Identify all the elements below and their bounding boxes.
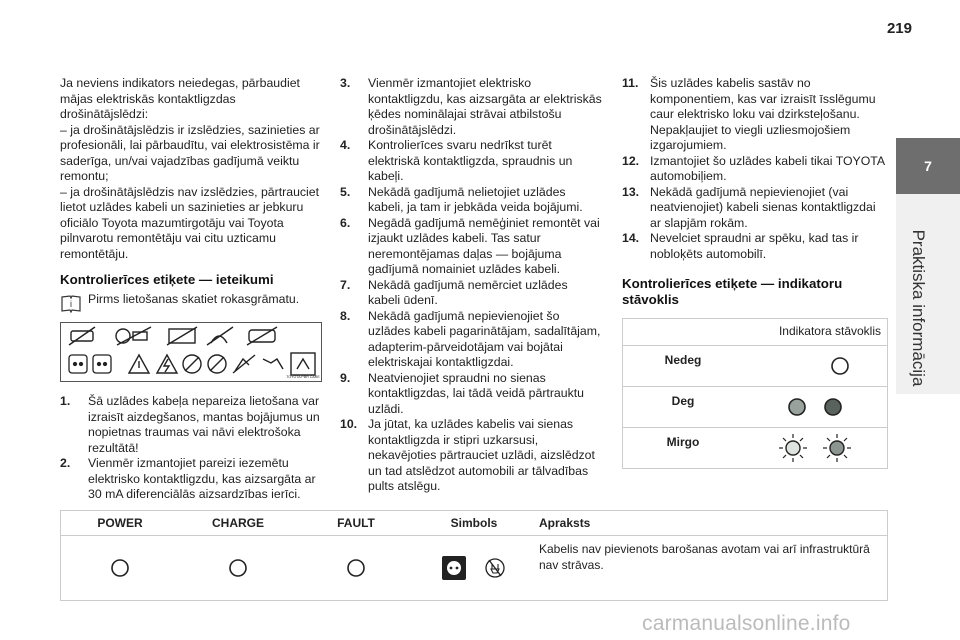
no-stepping-icon	[263, 359, 283, 369]
status-row-off	[623, 345, 887, 386]
header-charge: CHARGE	[211, 516, 264, 530]
led-on-light-icon	[786, 396, 808, 418]
column-1	[60, 76, 322, 503]
status-label-on: Deg	[671, 394, 695, 409]
list-item: 5. Nekādā gadījumā nelietojiet uzlādes kabeli, ja tam ir jebkāda veida bojājumi.	[340, 184, 583, 214]
socket-icon	[441, 555, 467, 581]
manual-note-text: Pirms lietošanas skatiet rokasgrāmatu.	[88, 292, 300, 306]
watermark: carmanualsonline.info	[642, 612, 851, 635]
list-items-11-14	[622, 76, 886, 262]
led-on-dark-icon	[822, 396, 844, 418]
status-label-blink: Mirgo	[666, 435, 700, 450]
manual-note	[60, 292, 322, 314]
charge-led-off-icon	[227, 557, 249, 579]
no-power-icon	[483, 556, 507, 580]
header-symbol: Simbols	[450, 516, 498, 530]
led-off-icon	[829, 355, 851, 377]
list-item: 1. Šā uzlādes kabeļa nepareiza lietošana var izraisīt aizdegšanos, mantas bojājumus un nopietnas traumas vai nāvi elektrošoka rezultātā!	[60, 394, 320, 455]
list-item: 3. Vienmēr izmantojiet elektrisko kontaktligzdu, kas aizsargāta ar elektriskās ķēdes nominālajai strāvai atbilstošu drošinātājslēdzi.	[340, 76, 602, 137]
side-bar	[896, 194, 960, 394]
page-number: 219	[886, 20, 912, 37]
no-fire-icon	[183, 355, 201, 373]
list-item: 12. Izmantojiet šo uzlādes kabeli tikai TOYOTA automobiļiem.	[622, 153, 885, 183]
column-2	[340, 76, 602, 495]
fault-led-off-icon	[345, 557, 367, 579]
list-item: 13. Nekādā gadījumā nepievienojiet (vai neatvienojiet) kabeli sienas kontaktligzdai ar slapjām rokām.	[622, 184, 876, 230]
heading-recommendations: Kontrolierīces etiķete — ieteikumi	[60, 272, 274, 287]
status-row-blink	[623, 427, 887, 468]
svg-text:i: i	[70, 299, 72, 309]
indicator-meaning-table	[60, 510, 888, 601]
status-row-on	[623, 386, 887, 427]
list-item: 4. Kontrolierīces svaru nedrīkst turēt elektriskā kontaktligzda, spraudnis un kabeļi.	[340, 138, 573, 183]
toyota-care-caption: TOYOTA PBR CARE	[286, 375, 320, 379]
breaker-socket-icon	[93, 355, 111, 373]
chapter-title: Praktiska informācija	[909, 229, 928, 387]
chapter-tab[interactable]: 7	[896, 138, 960, 194]
list-item: 14. Nevelciet spraudni ar spēku, kad tas ir nobloķēts automobilī.	[622, 231, 859, 261]
list-item: 11. Šis uzlādes kabelis sastāv no komponentiem, kas var izraisīt īsslēgumu caur elektrisko loku vai dzirksteļošanu. Nepakļaujiet to viegli uzliesmojošiem izgarojumiem.	[622, 76, 876, 152]
list-items-1-2	[60, 394, 322, 503]
no-water-icon	[247, 327, 277, 345]
read-manual-icon	[60, 292, 82, 314]
no-splitter-icon	[167, 327, 197, 345]
led-blink-dark-icon	[822, 433, 852, 463]
led-blink-light-icon	[778, 433, 808, 463]
no-adapter-icon	[116, 327, 151, 345]
no-pulling-icon	[233, 355, 255, 373]
status-header: Indikatora stāvoklis	[778, 324, 881, 339]
list-item: 9. Neatvienojiet spraudni no sienas kontaktligzdas, lai tādā veidā pārtrauktu uzlādi.	[340, 370, 585, 416]
toyota-care-logo	[291, 353, 315, 375]
header-fault: FAULT	[337, 516, 375, 530]
warning-triangle-icon	[129, 355, 149, 373]
table-row	[61, 536, 887, 600]
list-item: 8. Nekādā gadījumā nepievienojiet šo uzlādes kabeli pagarinātājam, sadalītājam, adapterim-pārveidotājam vai bojātai elektriskajai kontaktligzdai.	[340, 308, 601, 369]
header-description: Apraksts	[539, 516, 591, 530]
column-3	[622, 76, 886, 469]
warning-pictograms	[60, 322, 322, 382]
power-led-off-icon	[109, 557, 131, 579]
header-power: POWER	[97, 516, 143, 530]
list-item: 7. Nekādā gadījumā nemērciet uzlādes kabeli ūdenī.	[340, 277, 568, 307]
electric-shock-icon	[157, 355, 177, 373]
list-item: 6. Negādā gadījumā nemēģiniet remontēt vai izjaukt uzlādes kabeli. Tas satur neremontējamas daļas — bojājuma gadījumā nomainiet uzlādes kabeli.	[340, 215, 600, 276]
row-description: Kabelis nav pievienots barošanas avotam vai arī infrastruktūrā nav strāvas.	[539, 542, 870, 572]
status-header-row	[623, 319, 887, 345]
status-label-off: Nedeg	[664, 353, 702, 368]
indicator-status-table	[622, 318, 888, 469]
no-wet-hands-icon	[207, 327, 233, 345]
list-item: 2. Vienmēr izmantojiet pareizi iezemētu elektrisko kontaktligzdu, kas aizsargāta ar 30 mA diferenciālās aizsardzības ierīci.	[60, 456, 316, 501]
list-items-3-10	[340, 76, 602, 495]
heading-indicator-status: Kontrolierīces etiķete — indikatoru stāvoklis	[622, 276, 843, 307]
intro-text: Ja neviens indikators neiedegas, pārbaudiet mājas elektriskās kontaktligzdas drošinātājslēdzi: – ja drošinātājslēdzis ir izslēdzies, sazinieties ar profesionāli, lai pārbaudītu, vai elektrosistēma ir saderīga, un/vai vajadzības gadījumā veiktu remontu; – ja drošinātājslēdzis nav izslēdzies, pārtrauciet lietot uzlādes kabeli un sazinieties ar jebkuru oficiālo Toyota mazumtirgotāju vai Toyota pilnvarotu remontētāju vai citu uzticamu remontētāju.	[60, 76, 320, 261]
table-header-row	[61, 511, 887, 536]
list-item: 10. Ja jūtat, ka uzlādes kabelis vai sienas kontaktligzda ir stipri uzkarsusi, nekavējoties pārtrauciet uzlādi, aizslēdzot un tad atslēdzot automobili ar tālvadības pults atslēgu.	[340, 417, 595, 493]
earthed-socket-icon	[69, 355, 87, 373]
no-heat-icon	[208, 355, 226, 373]
no-extension-icon	[69, 327, 95, 345]
